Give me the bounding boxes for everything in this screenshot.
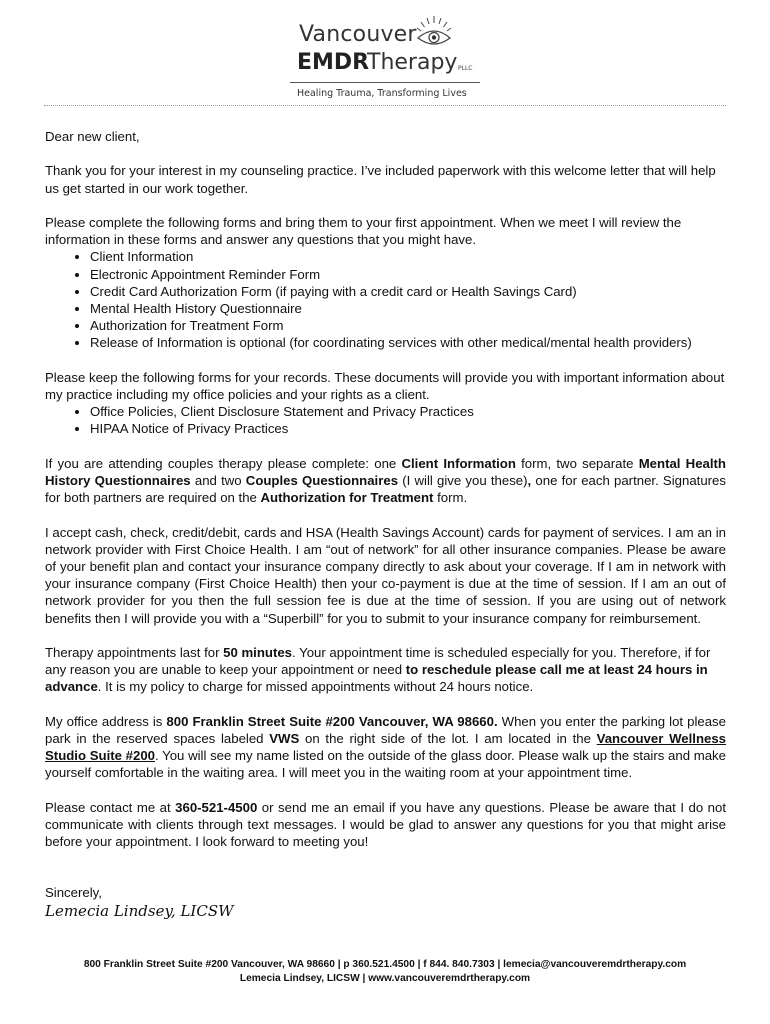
footer-name-line: Lemecia Lindsey, LICSW | www.vancouveremdrtherapy.com [239,973,531,984]
footer [0,958,770,986]
logo-tagline: Healing Trauma, Transforming Lives [297,88,467,99]
header-divider [44,105,726,106]
list-item: • Release of Information is optional (for coordinating services with other medical/mental health providers) [90,334,726,351]
footer-contact-line: 800 Franklin Street Suite #200 Vancouver, WA 98660 | p 360.521.4500 | f 844. 840.7303 | lemecia@vancouveremdrtherapy.com [83,959,687,970]
logo-vancouver-text: Vancouver [299,22,417,47]
list-item: • Credit Card Authorization Form (if paying with a credit card or Health Savings Card) [90,283,726,300]
list-item: • Office Policies, Client Disclosure Statement and Privacy Practices [90,403,726,420]
logo-divider [290,82,480,83]
list-item: • HIPAA Notice of Privacy Practices [90,420,726,437]
records-intro-paragraph: Please keep the following forms for your records. These documents will provide you with important information about my practice including my office policies and your rights as a client. [45,369,725,402]
greeting: Dear new client, [45,129,140,144]
contact-paragraph: Please contact me at 360-521-4500 or send me an email if you have any questions. Please be aware that I do not communicate with clients through text messages. I would be glad to answer any questions for you that might arise before your appointment. I look forward to meeting you! [45,799,726,850]
list-item: • Client Information [90,248,726,265]
records-list [45,403,726,437]
signature-block [45,884,726,919]
letter-body [45,128,726,920]
closing: Sincerely, [45,885,102,901]
forms-intro-paragraph: Please complete the following forms and bring them to your first appointment. When we meet I will review the information in these forms and answer any questions that you might have. [45,214,682,248]
list-item: • Mental Health History Questionnaire [90,300,726,317]
payment-paragraph: I accept cash, check, credit/debit, cards and HSA (Health Savings Account) cards for payment of services. I am an in network provider with First Choice Health. I am “out of network” for all other insurance companies. Please be aware of your benefit plan and contact your insurance company directly to ask about your coverage. If I am in network with your insurance company (First Choice Health) then your co-payment is due at the time of session. If I am an out of network provider for you then the full session fee is due at the time of session. If you are using out of network benefits then I will provide you with a “Superbill” for you to submit to your insurance company for reimbursement. [45,524,726,626]
logo-pllc-text: PLLC [458,65,473,72]
logo-emdr-text: EMDR [297,50,370,75]
signature: Lemecia Lindsey, LICSW [45,901,234,920]
office-paragraph: My office address is 800 Franklin Street Suite #200 Vancouver, WA 98660. When you enter the parking lot please park in the reserved spaces labeled VWS on the right side of the lot. I am located in the Vancouver Wellness Studio Suite #200. You will see my name listed on the outside of the glass door. Please walk up the stairs and make yourself comfortable in the waiting area. I will meet you in the waiting room at your appointment time. [45,713,727,781]
intro-paragraph: Thank you for your interest in my counseling practice. I’ve included paperwork with this welcome letter that will help us get started in our work together. [45,163,716,196]
office-location: Vancouver Wellness Studio Suite #200 [45,731,727,764]
phone-number: 360-521-4500 [175,799,258,815]
appointments-paragraph: Therapy appointments last for 50 minutes. Your appointment time is scheduled especially for you. Therefore, if for any reason you are unable to keep your appointment or need to reschedule please call me at least 24 hours in advance. It is my policy to charge for missed appointments without 24 hours notice. [45,645,711,695]
logo [0,0,770,106]
list-item: • Electronic Appointment Reminder Form [90,266,726,283]
list-item: • Authorization for Treatment Form [90,317,726,334]
logo-therapy-text: Therapy [367,50,458,75]
couples-paragraph: If you are attending couples therapy please complete: one Client Information form, two separate Mental Health History Questionnaires and two Couples Questionnaires (I will give you these), one for each partner. Signatures for both partners are required on the Authorization for Treatment form. [45,455,726,506]
forms-list [45,248,726,351]
